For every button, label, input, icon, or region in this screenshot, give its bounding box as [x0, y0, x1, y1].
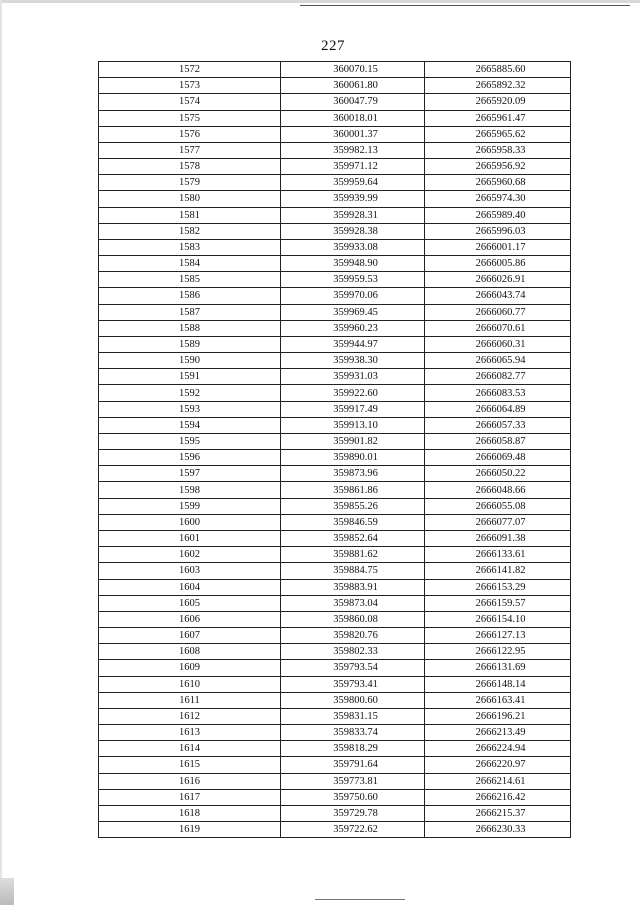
point-number-cell: 1603	[99, 563, 281, 579]
y-coordinate-cell: 2665956.92	[425, 159, 571, 175]
y-coordinate-cell: 2666055.08	[425, 498, 571, 514]
x-coordinate-cell: 359971.12	[281, 159, 425, 175]
x-coordinate-cell: 359938.30	[281, 353, 425, 369]
point-number-cell: 1576	[99, 126, 281, 142]
scan-edge-top	[0, 0, 640, 3]
y-coordinate-cell: 2666133.61	[425, 547, 571, 563]
x-coordinate-cell: 359873.96	[281, 466, 425, 482]
y-coordinate-cell: 2666001.17	[425, 239, 571, 255]
point-number-cell: 1612	[99, 708, 281, 724]
x-coordinate-cell: 359883.91	[281, 579, 425, 595]
table-row	[99, 417, 571, 433]
y-coordinate-cell: 2666214.61	[425, 773, 571, 789]
table-row	[99, 482, 571, 498]
x-coordinate-cell: 359917.49	[281, 401, 425, 417]
y-coordinate-cell: 2666060.31	[425, 336, 571, 352]
point-number-cell: 1604	[99, 579, 281, 595]
point-number-cell: 1596	[99, 450, 281, 466]
y-coordinate-cell: 2665974.30	[425, 191, 571, 207]
table-row	[99, 62, 571, 78]
point-number-cell: 1577	[99, 142, 281, 158]
y-coordinate-cell: 2666050.22	[425, 466, 571, 482]
y-coordinate-cell: 2665989.40	[425, 207, 571, 223]
point-number-cell: 1575	[99, 110, 281, 126]
y-coordinate-cell: 2666065.94	[425, 353, 571, 369]
y-coordinate-cell: 2666048.66	[425, 482, 571, 498]
point-number-cell: 1599	[99, 498, 281, 514]
x-coordinate-cell: 359948.90	[281, 256, 425, 272]
y-coordinate-cell: 2666215.37	[425, 805, 571, 821]
table-row	[99, 175, 571, 191]
y-coordinate-cell: 2666060.77	[425, 304, 571, 320]
point-number-cell: 1573	[99, 78, 281, 94]
x-coordinate-cell: 360061.80	[281, 78, 425, 94]
x-coordinate-cell: 359933.08	[281, 239, 425, 255]
point-number-cell: 1587	[99, 304, 281, 320]
x-coordinate-cell: 359818.29	[281, 741, 425, 757]
x-coordinate-cell: 360001.37	[281, 126, 425, 142]
y-coordinate-cell: 2666058.87	[425, 433, 571, 449]
y-coordinate-cell: 2666154.10	[425, 611, 571, 627]
point-number-cell: 1605	[99, 595, 281, 611]
point-number-cell: 1585	[99, 272, 281, 288]
y-coordinate-cell: 2666069.48	[425, 450, 571, 466]
x-coordinate-cell: 359833.74	[281, 725, 425, 741]
point-number-cell: 1593	[99, 401, 281, 417]
point-number-cell: 1601	[99, 530, 281, 546]
scan-line-bottom	[315, 899, 405, 900]
table-row	[99, 369, 571, 385]
table-row	[99, 239, 571, 255]
y-coordinate-cell: 2666220.97	[425, 757, 571, 773]
table-row	[99, 304, 571, 320]
table-row	[99, 628, 571, 644]
y-coordinate-cell: 2666064.89	[425, 401, 571, 417]
x-coordinate-cell: 359852.64	[281, 530, 425, 546]
point-number-cell: 1594	[99, 417, 281, 433]
y-coordinate-cell: 2666224.94	[425, 741, 571, 757]
table-row	[99, 660, 571, 676]
table-row	[99, 385, 571, 401]
table-row	[99, 595, 571, 611]
x-coordinate-cell: 359750.60	[281, 789, 425, 805]
table-row	[99, 644, 571, 660]
x-coordinate-cell: 359791.64	[281, 757, 425, 773]
table-row	[99, 94, 571, 110]
x-coordinate-cell: 359890.01	[281, 450, 425, 466]
table-row	[99, 207, 571, 223]
y-coordinate-cell: 2666159.57	[425, 595, 571, 611]
table-row	[99, 78, 571, 94]
point-number-cell: 1589	[99, 336, 281, 352]
point-number-cell: 1574	[99, 94, 281, 110]
table-row	[99, 514, 571, 530]
x-coordinate-cell: 359928.38	[281, 223, 425, 239]
table-row	[99, 676, 571, 692]
x-coordinate-cell: 359855.26	[281, 498, 425, 514]
x-coordinate-cell: 359959.64	[281, 175, 425, 191]
point-number-cell: 1609	[99, 660, 281, 676]
table-row	[99, 110, 571, 126]
x-coordinate-cell: 359982.13	[281, 142, 425, 158]
y-coordinate-cell: 2666163.41	[425, 692, 571, 708]
y-coordinate-cell: 2665920.09	[425, 94, 571, 110]
y-coordinate-cell: 2666230.33	[425, 822, 571, 838]
table-row	[99, 547, 571, 563]
y-coordinate-cell: 2665892.32	[425, 78, 571, 94]
table-row	[99, 433, 571, 449]
point-number-cell: 1610	[99, 676, 281, 692]
point-number-cell: 1607	[99, 628, 281, 644]
y-coordinate-cell: 2666043.74	[425, 288, 571, 304]
point-number-cell: 1617	[99, 789, 281, 805]
point-number-cell: 1616	[99, 773, 281, 789]
y-coordinate-cell: 2666070.61	[425, 320, 571, 336]
x-coordinate-cell: 359939.99	[281, 191, 425, 207]
page-number: 227	[321, 38, 345, 54]
y-coordinate-cell: 2665885.60	[425, 62, 571, 78]
y-coordinate-cell: 2665958.33	[425, 142, 571, 158]
y-coordinate-cell: 2666216.42	[425, 789, 571, 805]
y-coordinate-cell: 2666077.07	[425, 514, 571, 530]
point-number-cell: 1615	[99, 757, 281, 773]
x-coordinate-cell: 359793.54	[281, 660, 425, 676]
y-coordinate-cell: 2666082.77	[425, 369, 571, 385]
table-row	[99, 822, 571, 838]
x-coordinate-cell: 360070.15	[281, 62, 425, 78]
point-number-cell: 1586	[99, 288, 281, 304]
x-coordinate-cell: 359884.75	[281, 563, 425, 579]
y-coordinate-cell: 2665965.62	[425, 126, 571, 142]
point-number-cell: 1614	[99, 741, 281, 757]
y-coordinate-cell: 2665996.03	[425, 223, 571, 239]
table-row	[99, 466, 571, 482]
point-number-cell: 1619	[99, 822, 281, 838]
scan-edge-left	[0, 0, 2, 905]
table-row	[99, 191, 571, 207]
x-coordinate-cell: 359722.62	[281, 822, 425, 838]
point-number-cell: 1579	[99, 175, 281, 191]
x-coordinate-cell: 359793.41	[281, 676, 425, 692]
table-row	[99, 789, 571, 805]
y-coordinate-cell: 2666057.33	[425, 417, 571, 433]
table-row	[99, 741, 571, 757]
point-number-cell: 1584	[99, 256, 281, 272]
table-row	[99, 401, 571, 417]
x-coordinate-cell: 359928.31	[281, 207, 425, 223]
y-coordinate-cell: 2665960.68	[425, 175, 571, 191]
point-number-cell: 1591	[99, 369, 281, 385]
x-coordinate-cell: 359970.06	[281, 288, 425, 304]
y-coordinate-cell: 2666083.53	[425, 385, 571, 401]
table-row	[99, 320, 571, 336]
table-row	[99, 611, 571, 627]
y-coordinate-cell: 2666196.21	[425, 708, 571, 724]
table-row	[99, 450, 571, 466]
x-coordinate-cell: 359881.62	[281, 547, 425, 563]
x-coordinate-cell: 359901.82	[281, 433, 425, 449]
table-row	[99, 725, 571, 741]
table-row	[99, 142, 571, 158]
table-row	[99, 692, 571, 708]
table-row	[99, 353, 571, 369]
scan-line-top	[300, 5, 630, 6]
y-coordinate-cell: 2666005.86	[425, 256, 571, 272]
table-row	[99, 223, 571, 239]
table-row	[99, 563, 571, 579]
y-coordinate-cell: 2666127.13	[425, 628, 571, 644]
x-coordinate-cell: 359860.08	[281, 611, 425, 627]
table-row	[99, 757, 571, 773]
table-row	[99, 805, 571, 821]
x-coordinate-cell: 359959.53	[281, 272, 425, 288]
table-row	[99, 256, 571, 272]
x-coordinate-cell: 359873.04	[281, 595, 425, 611]
point-number-cell: 1592	[99, 385, 281, 401]
point-number-cell: 1600	[99, 514, 281, 530]
coordinates-table-body	[99, 62, 571, 838]
point-number-cell: 1611	[99, 692, 281, 708]
y-coordinate-cell: 2666026.91	[425, 272, 571, 288]
point-number-cell: 1598	[99, 482, 281, 498]
x-coordinate-cell: 359931.03	[281, 369, 425, 385]
y-coordinate-cell: 2666213.49	[425, 725, 571, 741]
x-coordinate-cell: 359944.97	[281, 336, 425, 352]
x-coordinate-cell: 359861.86	[281, 482, 425, 498]
y-coordinate-cell: 2666153.29	[425, 579, 571, 595]
x-coordinate-cell: 359802.33	[281, 644, 425, 660]
point-number-cell: 1602	[99, 547, 281, 563]
coordinates-table	[98, 61, 571, 838]
point-number-cell: 1613	[99, 725, 281, 741]
x-coordinate-cell: 359831.15	[281, 708, 425, 724]
point-number-cell: 1581	[99, 207, 281, 223]
point-number-cell: 1606	[99, 611, 281, 627]
y-coordinate-cell: 2666131.69	[425, 660, 571, 676]
point-number-cell: 1572	[99, 62, 281, 78]
x-coordinate-cell: 359773.81	[281, 773, 425, 789]
point-number-cell: 1597	[99, 466, 281, 482]
point-number-cell: 1580	[99, 191, 281, 207]
table-row	[99, 336, 571, 352]
y-coordinate-cell: 2666141.82	[425, 563, 571, 579]
table-row	[99, 530, 571, 546]
table-row	[99, 579, 571, 595]
x-coordinate-cell: 359922.60	[281, 385, 425, 401]
point-number-cell: 1582	[99, 223, 281, 239]
point-number-cell: 1578	[99, 159, 281, 175]
table-row	[99, 272, 571, 288]
scan-mark-bottom-left	[0, 878, 14, 905]
table-row	[99, 708, 571, 724]
x-coordinate-cell: 359960.23	[281, 320, 425, 336]
point-number-cell: 1590	[99, 353, 281, 369]
y-coordinate-cell: 2666091.38	[425, 530, 571, 546]
point-number-cell: 1588	[99, 320, 281, 336]
point-number-cell: 1618	[99, 805, 281, 821]
x-coordinate-cell: 359820.76	[281, 628, 425, 644]
x-coordinate-cell: 359800.60	[281, 692, 425, 708]
point-number-cell: 1583	[99, 239, 281, 255]
table-row	[99, 288, 571, 304]
x-coordinate-cell: 360047.79	[281, 94, 425, 110]
point-number-cell: 1595	[99, 433, 281, 449]
y-coordinate-cell: 2665961.47	[425, 110, 571, 126]
y-coordinate-cell: 2666148.14	[425, 676, 571, 692]
table-row	[99, 773, 571, 789]
x-coordinate-cell: 359969.45	[281, 304, 425, 320]
x-coordinate-cell: 359846.59	[281, 514, 425, 530]
x-coordinate-cell: 359913.10	[281, 417, 425, 433]
x-coordinate-cell: 360018.01	[281, 110, 425, 126]
x-coordinate-cell: 359729.78	[281, 805, 425, 821]
table-row	[99, 159, 571, 175]
point-number-cell: 1608	[99, 644, 281, 660]
table-row	[99, 498, 571, 514]
table-row	[99, 126, 571, 142]
y-coordinate-cell: 2666122.95	[425, 644, 571, 660]
